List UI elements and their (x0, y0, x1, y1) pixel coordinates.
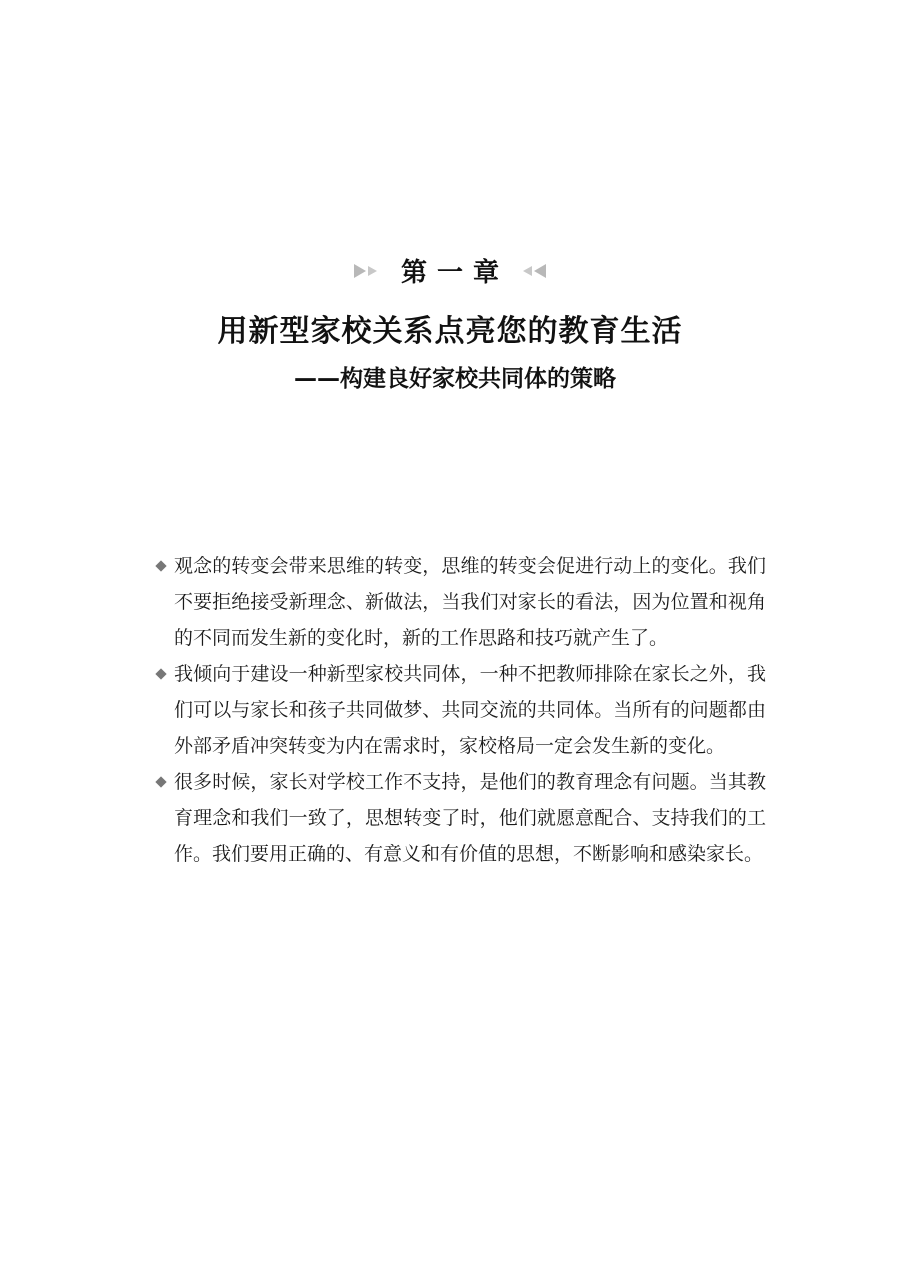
chapter-title: 用新型家校关系点亮您的教育生活 (217, 314, 683, 349)
key-point (154, 764, 766, 872)
key-point (154, 548, 766, 656)
chapter-heading (0, 252, 900, 289)
left-arrows-icon (523, 264, 546, 278)
key-point-text: 我倾向于建设一种新型家校共同体，一种不把教师排除在家长之外，我们可以与家长和孩子共同做梦、共同交流的共同体。当所有的问题都由外部矛盾冲突转变为内在需求时，家校格局一定会发生新的变化。 (174, 663, 766, 757)
diamond-bullet-icon (155, 560, 166, 571)
key-point-text: 观念的转变会带来思维的转变，思维的转变会促进行动上的变化。我们不要拒绝接受新理念、新做法，当我们对家长的看法，因为位置和视角的不同而发生新的变化时，新的工作思路和技巧就产生了。 (174, 555, 766, 649)
key-point-text: 很多时候，家长对学校工作不支持，是他们的教育理念有问题。当其教育理念和我们一致了，思想转变了时，他们就愿意配合、支持我们的工作。我们要用正确的、有意义和有价值的思想，不断影响和感染家长。 (174, 771, 766, 865)
diamond-bullet-icon (155, 776, 166, 787)
right-arrows-icon (354, 264, 377, 278)
key-points-list (154, 548, 766, 872)
chapter-subtitle: ——构建良好家校共同体的策略 (294, 366, 616, 392)
key-point (154, 656, 766, 764)
chapter-label: 第一章 (400, 258, 509, 288)
diamond-bullet-icon (155, 668, 166, 679)
